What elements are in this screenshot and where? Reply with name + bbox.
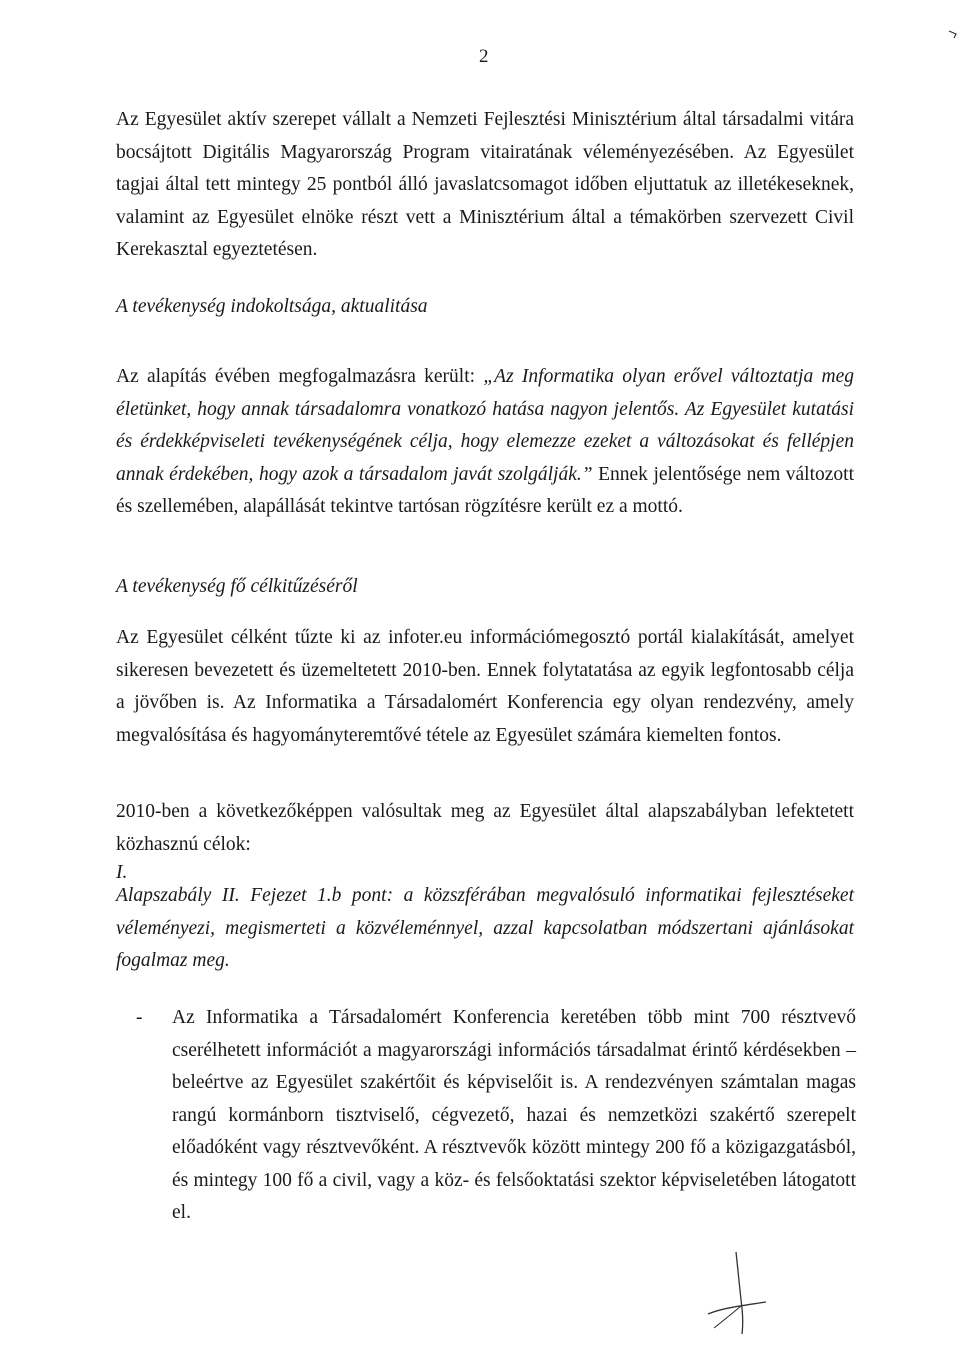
paragraph-motto [116,361,854,524]
heading-justification: A tevékenység indokoltsága, aktualitása [116,296,428,317]
statute-reference: Alapszabály II. Fejezet 1.b pont: a közszférában megvalósuló informatikai fejlesztéseket véleményezi, megismerteti a közvéleménnyel, azzal kapcsolatban módszertani ajánlásokat fogalmaz meg. [116,885,854,971]
list-bullet: - [136,1007,143,1028]
section-number: I. [116,862,128,883]
paragraph-public-benefit-goals: 2010-ben a következőképpen valósultak meg az Egyesület által alapszabályban lefektetett közhasznú célok: [116,801,854,855]
list-item-text: Az Informatika a Társadalomért Konferencia keretében több mint 700 résztvevő cserélhetett információt a magyarországi információs társadalmat érintő kérdésekben – beleértve az Egyesület szakértőit és képviselőit is. A rendezvényen számtalan magas rangú kormánborn tisztviselő, cégvezető, hazai és nemzetközi szakértő szerepelt előadóként vagy résztvevőként. A résztvevők között mintegy 200 fő a közigazgatásból, és mintegy 100 fő a civil, vagy a köz- és felsőoktatási szektor képviseletében látogatott el. [172,1007,856,1223]
motto-quote: „Az Informatika olyan erővel változtatja meg életünket, hogy annak társadalomra vonatkozó hatása nagyon jelentős. Az Egyesület kutatási és érdekképviseleti tevékenységének célja, hogy elemezze ezeket a változásokat és fellépjen annak érdekében, hogy azok a társadalom javát szolgálják.” [116,366,854,485]
scan-corner-mark [948,26,958,36]
list-item [116,1002,856,1230]
activity-list [116,1002,856,1230]
motto-tail: Ennek jelentősége nem változott és szellemében, alapállását tekintve tartósan rögzítésre került ez a mottó. [116,463,854,517]
paragraph-infoter-portal: Az Egyesület célként tűzte ki az infoter.eu információmegosztó portál kialakítását, amelyet sikeresen bevezetett és üzemeltetett 2010-ben. Ennek folytatatása az egyik legfontosabb célja a jövőben is. Az Informatika a Társadalomért Konferencia egy olyan rendezvény, amely megvalósítása és hagyományteremtővé tétele az Egyesület számára kiemelten fontos. [116,627,854,746]
heading-main-goals: A tevékenység fő célkitűzéséről [116,576,358,597]
paragraph-digital-program: Az Egyesület aktív szerepet vállalt a Nemzeti Fejlesztési Minisztérium által társadalmi vitára bocsájtott Digitális Magyarország Program vitairatának véleményezésében. Az Egyesület tagjai által tett mintegy 25 pontból álló javaslatcsomagot időben eljuttatuk az illetékeseknek, valamint az Egyesület elnöke részt vett a Minisztérium által a témakörben szervezett Civil Kerekasztal egyeztetésen. [116,109,854,260]
signature-mark [700,1248,780,1338]
motto-lead: Az alapítás évében megfogalmazásra került: [116,366,484,387]
page-number: 2 [479,46,489,67]
